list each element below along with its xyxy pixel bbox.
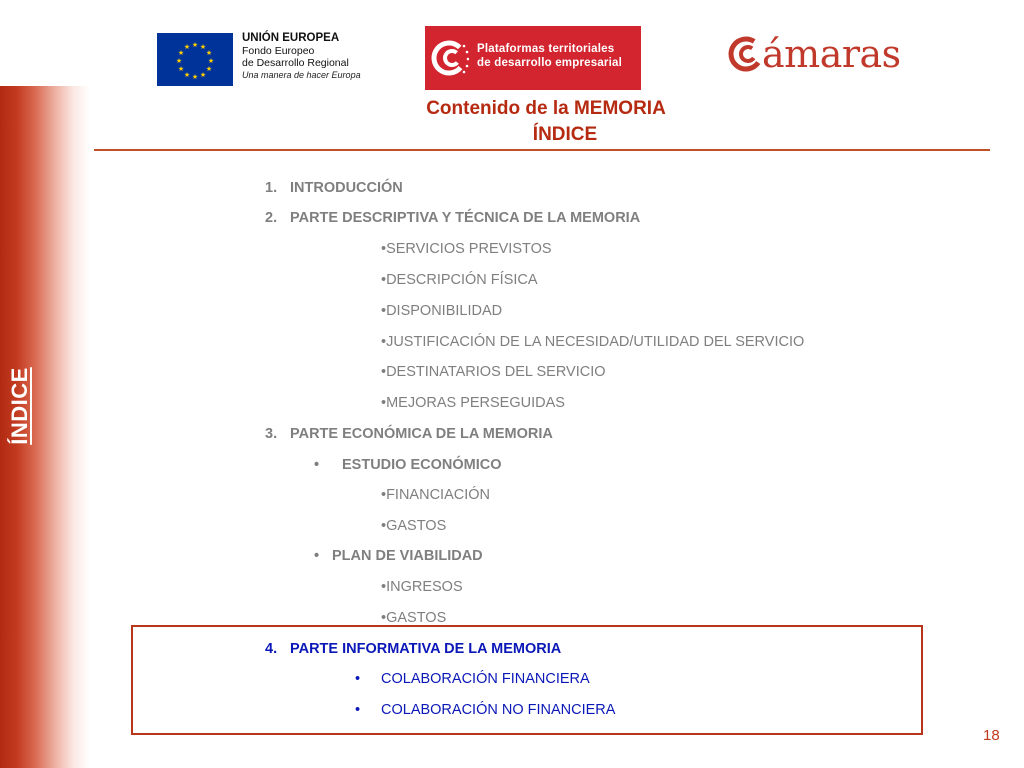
list-item: •DISPONIBILIDAD <box>381 303 503 319</box>
plataformas-line1: Plataformas territoriales <box>477 43 615 55</box>
subsection-label: ESTUDIO ECONÓMICO <box>342 457 502 473</box>
svg-text:★: ★ <box>205 65 213 73</box>
svg-text:★: ★ <box>183 43 191 51</box>
section-label: PARTE ECONÓMICA DE LA MEMORIA <box>290 426 553 442</box>
list-item-bullet: • <box>355 671 361 687</box>
svg-text:★: ★ <box>183 71 191 79</box>
svg-text:★: ★ <box>199 43 207 51</box>
list-item: COLABORACIÓN FINANCIERA <box>381 671 590 687</box>
eu-fund-line1: Fondo Europeo <box>242 45 315 57</box>
section-label: INTRODUCCIÓN <box>290 180 403 196</box>
eu-name: UNIÓN EUROPEA <box>242 32 340 44</box>
camaras-wordmark: ámaras <box>762 32 901 76</box>
section-number: 3. <box>265 426 278 442</box>
subsection-bullet: • <box>314 548 320 564</box>
page-subtitle: ÍNDICE <box>532 124 598 145</box>
list-item: •DESCRIPCIÓN FÍSICA <box>381 272 538 288</box>
list-item: •FINANCIACIÓN <box>381 487 490 503</box>
eu-flag-icon <box>157 33 233 86</box>
section-number: 2. <box>265 210 278 226</box>
title-divider <box>94 149 990 151</box>
camaras-c-icon <box>726 34 766 74</box>
page-number: 18 <box>983 727 1000 744</box>
section-number: 1. <box>265 180 278 196</box>
list-item: •GASTOS <box>381 518 447 534</box>
list-item: •SERVICIOS PREVISTOS <box>381 241 552 257</box>
list-item: •INGRESOS <box>381 579 463 595</box>
list-item: COLABORACIÓN NO FINANCIERA <box>381 702 616 718</box>
svg-text:★: ★ <box>191 41 199 49</box>
section-label: PARTE DESCRIPTIVA Y TÉCNICA DE LA MEMORIA <box>290 210 641 226</box>
svg-text:★: ★ <box>199 71 207 79</box>
eu-motto: Una manera de hacer Europa <box>242 70 361 80</box>
subsection-label: PLAN DE VIABILIDAD <box>332 548 483 564</box>
page-title: Contenido de la MEMORIA <box>426 98 666 119</box>
section-label: PARTE INFORMATIVA DE LA MEMORIA <box>290 641 562 657</box>
svg-text:★: ★ <box>175 57 183 65</box>
list-item: •MEJORAS PERSEGUIDAS <box>381 395 565 411</box>
list-item-bullet: • <box>355 702 361 718</box>
svg-text:★: ★ <box>177 65 185 73</box>
subsection-bullet: • <box>314 457 320 473</box>
section-number: 4. <box>265 641 278 657</box>
eu-fund-line2: de Desarrollo Regional <box>242 57 349 69</box>
svg-text:★: ★ <box>177 49 185 57</box>
svg-text:★: ★ <box>191 73 199 81</box>
camaras-logo <box>726 30 936 80</box>
plataformas-logo <box>425 26 641 90</box>
svg-text:★: ★ <box>207 57 215 65</box>
eu-logo <box>157 33 363 89</box>
svg-text:★: ★ <box>205 49 213 57</box>
camaras-cc-icon <box>429 36 469 80</box>
list-item: •DESTINATARIOS DEL SERVICIO <box>381 364 606 380</box>
plataformas-line2: de desarrollo empresarial <box>477 57 622 69</box>
list-item: •JUSTIFICACIÓN DE LA NECESIDAD/UTILIDAD DEL SERVICIO <box>381 334 805 350</box>
list-item: •GASTOS <box>381 610 447 626</box>
